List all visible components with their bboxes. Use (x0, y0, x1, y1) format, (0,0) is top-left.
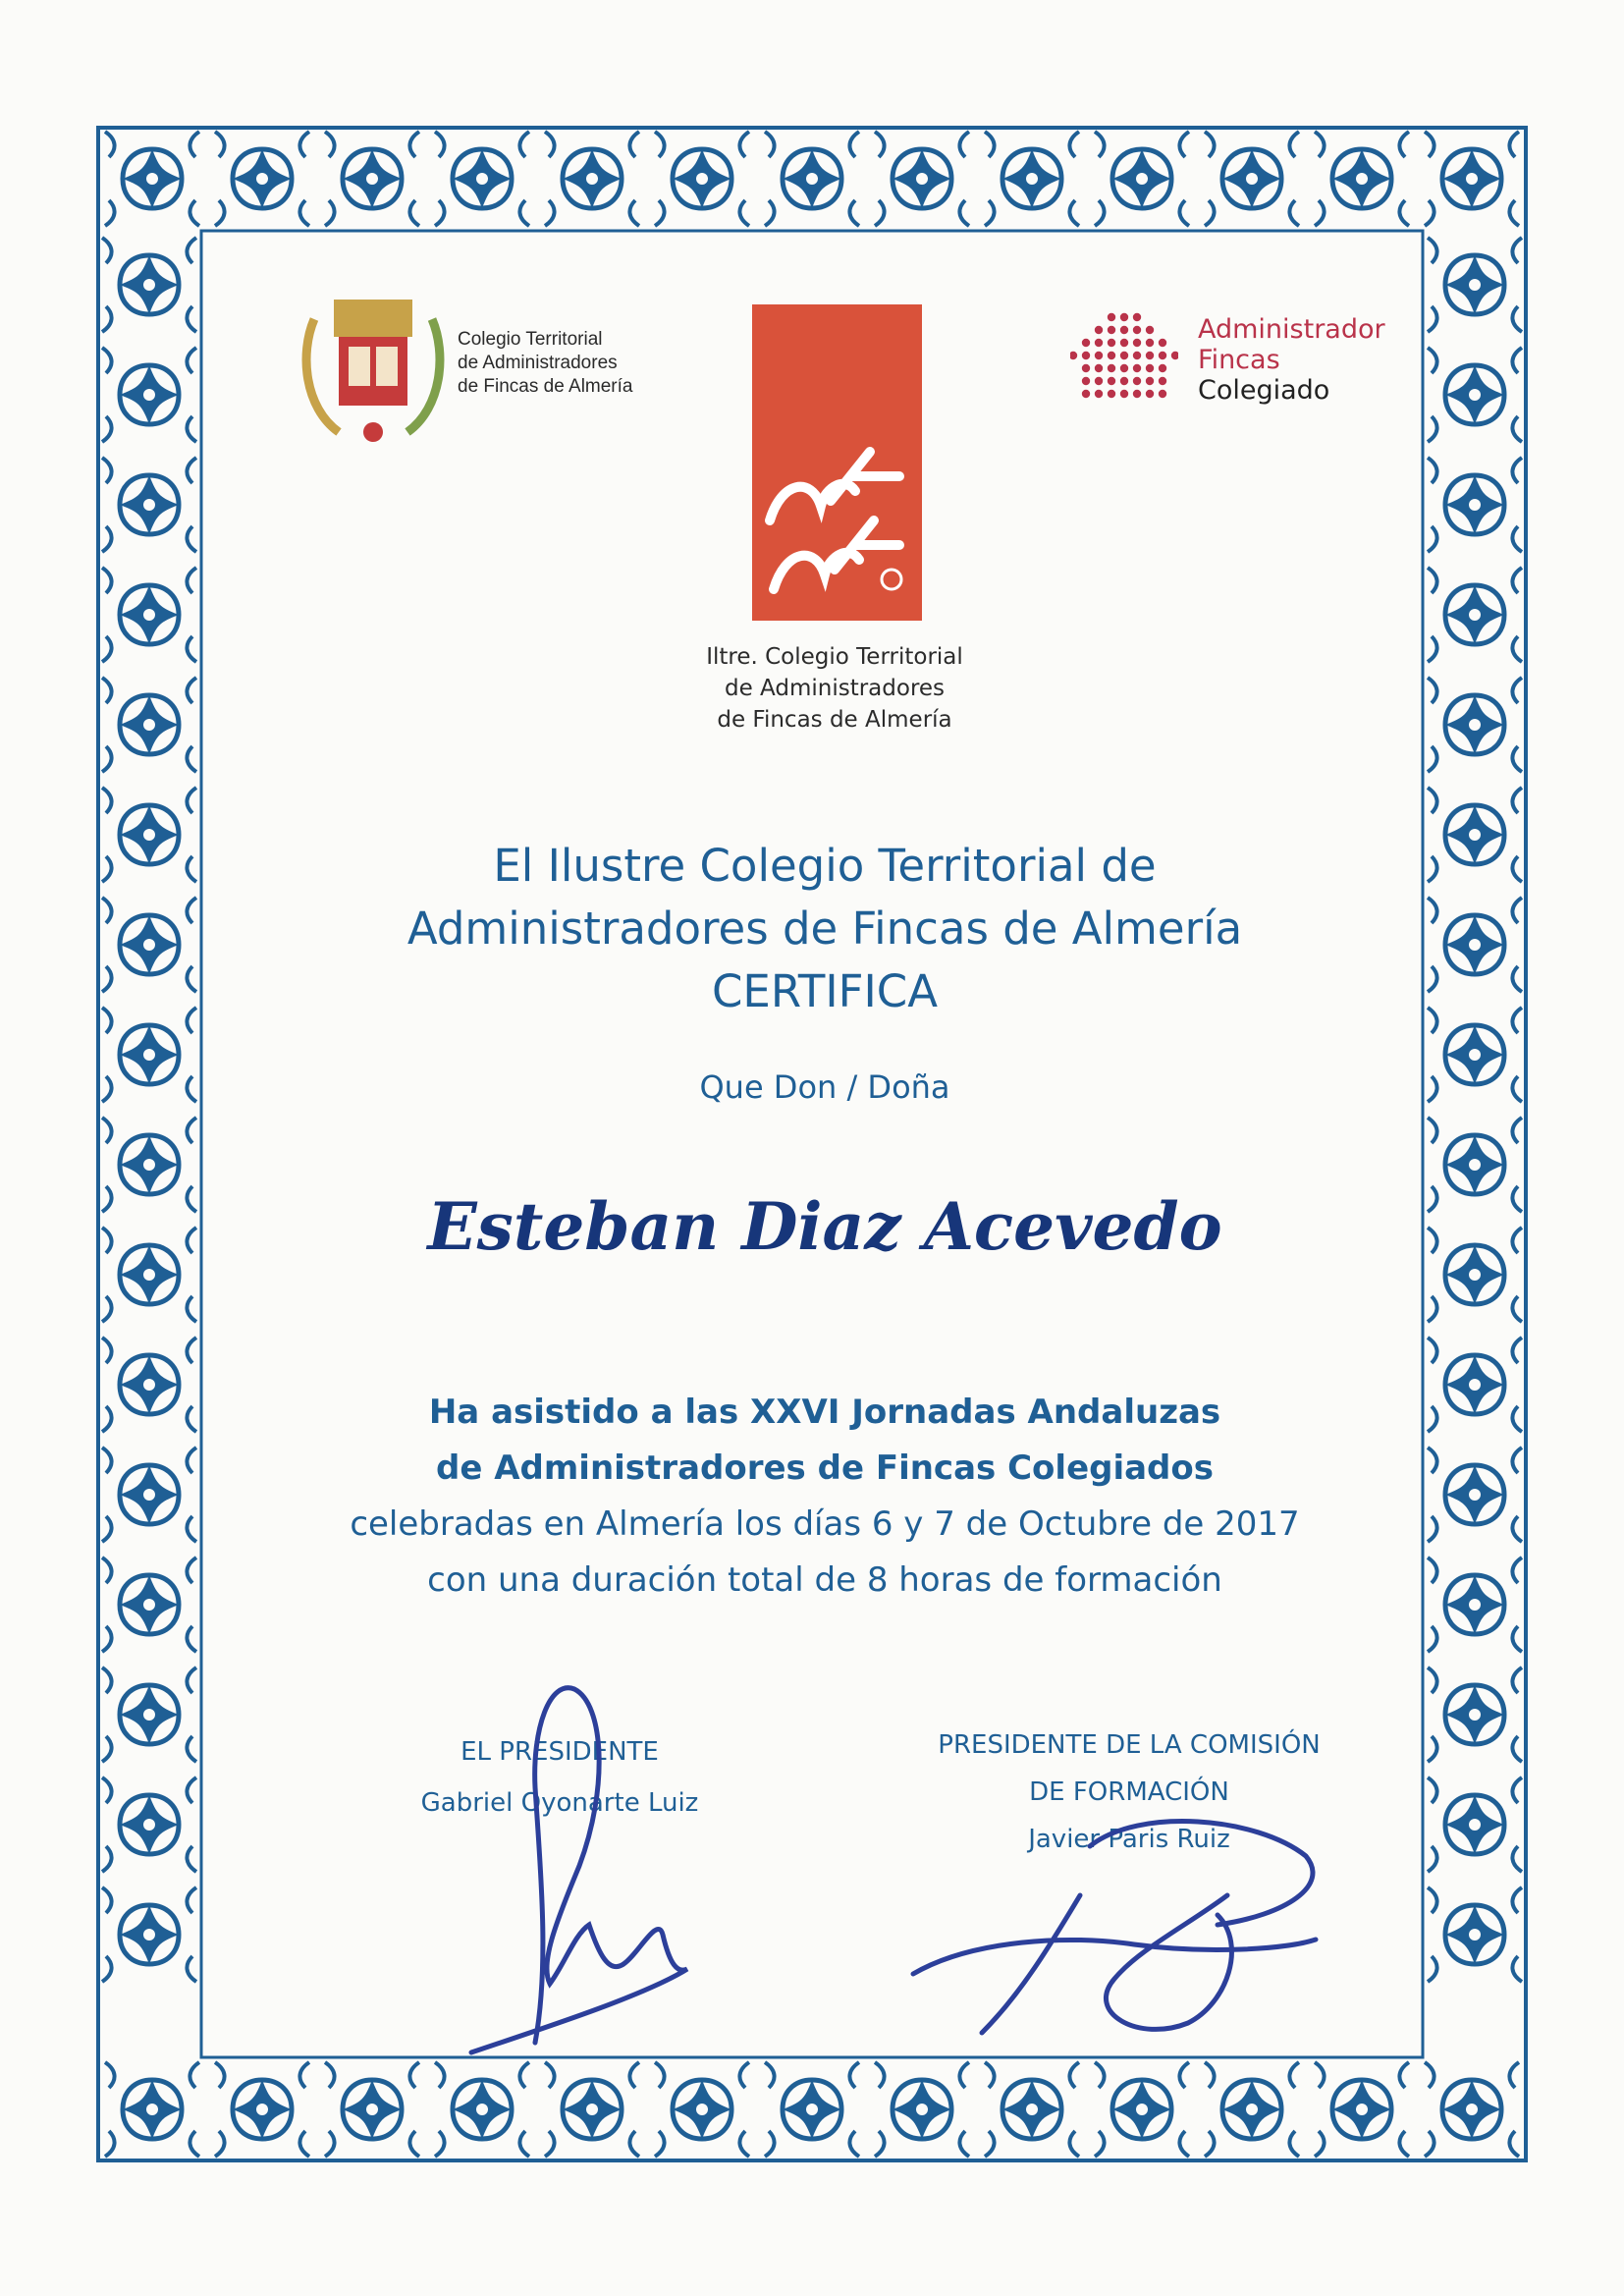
border-ornament-icon (102, 1338, 196, 1432)
border-ornament-icon (105, 2062, 199, 2157)
afc-dot (1120, 339, 1128, 347)
border-ornament-icon (985, 132, 1079, 226)
border-ornament-icon (102, 1777, 196, 1872)
afc-dot (1108, 313, 1115, 321)
border-ornament-icon (765, 2062, 859, 2157)
afc-dot (1133, 339, 1141, 347)
border-ornament-icon (1428, 788, 1522, 882)
afc-dot (1120, 364, 1128, 372)
heading-certifica: CERTIFICA (712, 965, 938, 1017)
border-ornament-icon (1425, 2062, 1519, 2157)
border-ornament-icon (102, 568, 196, 662)
border-ornament-icon (1428, 1777, 1522, 1872)
recipient-name: Esteban Diaz Acevedo (427, 1188, 1222, 1265)
afc-dot (1133, 377, 1141, 385)
afc-dot (1159, 364, 1166, 372)
border-ornament-icon (325, 2062, 419, 2157)
signature-title: DE FORMACIÓN (1029, 1777, 1229, 1807)
afc-dot (1159, 377, 1166, 385)
afc-dot (1120, 352, 1128, 359)
border-ornament-icon (1428, 1118, 1522, 1212)
afc-dot (1146, 364, 1154, 372)
certificate-body (245, 1385, 1404, 1609)
afc-dot (1133, 352, 1141, 359)
afc-dot (1120, 313, 1128, 321)
signature-block-president (334, 1726, 785, 1829)
border-ornament-icon (875, 2062, 969, 2157)
afc-logo-text (1198, 314, 1385, 406)
border-ornament-icon (1428, 678, 1522, 772)
border-ornament-icon (102, 1008, 196, 1102)
afc-dot (1133, 390, 1141, 398)
colegio-logo-line: de Administradores (458, 353, 618, 373)
border-ornament-icon (435, 132, 529, 226)
border-ornament-icon (325, 132, 419, 226)
afc-dot (1082, 339, 1090, 347)
border-ornament-icon (102, 678, 196, 772)
border-ornament-icon (435, 2062, 529, 2157)
signature-block-commission (874, 1722, 1384, 1863)
colegio-logo-line: de Fincas de Almería (458, 376, 633, 397)
afc-dot (1159, 339, 1166, 347)
signature-title: EL PRESIDENTE (460, 1737, 659, 1767)
border-ornament-icon (1428, 1448, 1522, 1542)
body-line: de Administradores de Fincas Colegiados (435, 1449, 1214, 1488)
border-ornament-icon (1428, 458, 1522, 552)
afc-dot (1108, 339, 1115, 347)
border-ornament-icon (1428, 1338, 1522, 1432)
border-ornament-icon (102, 238, 196, 332)
border-ornament-icon (765, 132, 859, 226)
border-ornament-icon (102, 458, 196, 552)
afc-dot (1082, 377, 1090, 385)
border-ornament-icon (875, 132, 969, 226)
border-ornament-icon (102, 348, 196, 442)
afc-dot (1146, 352, 1154, 359)
border-ornament-icon (655, 132, 749, 226)
afc-dot (1171, 352, 1178, 359)
border-ornament-icon (1428, 1228, 1522, 1322)
afc-dot (1146, 339, 1154, 347)
border-ornament-icon (215, 132, 309, 226)
afc-logo-line: Administrador (1198, 314, 1385, 345)
border-ornament-icon (102, 1228, 196, 1322)
afc-dot (1082, 364, 1090, 372)
afaf-monogram-icon (752, 304, 922, 621)
border-ornament-icon (102, 1558, 196, 1652)
afc-dot (1146, 377, 1154, 385)
afc-dot (1133, 364, 1141, 372)
afc-dot (1095, 352, 1103, 359)
border-ornament-icon (1428, 1008, 1522, 1102)
afc-dot (1108, 390, 1115, 398)
afc-dot (1070, 352, 1077, 359)
border-ornament-icon (655, 2062, 749, 2157)
afc-dot (1108, 364, 1115, 372)
border-ornament-icon (102, 788, 196, 882)
colegio-logo-line: Colegio Territorial (458, 329, 603, 350)
que-don-label: Que Don / Doña (699, 1068, 950, 1106)
border-ornament-icon (1428, 1558, 1522, 1652)
border-ornament-icon (1095, 2062, 1189, 2157)
signature-title: PRESIDENTE DE LA COMISIÓN (938, 1730, 1321, 1760)
border-ornament-icon (1428, 348, 1522, 442)
afc-dot (1133, 326, 1141, 334)
afaf-caption-line: de Fincas de Almería (717, 707, 952, 733)
border-ornament-icon (1428, 1667, 1522, 1762)
afc-dot (1082, 390, 1090, 398)
afc-dot (1095, 326, 1103, 334)
border-ornament-icon (1315, 2062, 1409, 2157)
border-ornament-icon (102, 898, 196, 992)
afc-dots-icon (1070, 309, 1178, 408)
border-ornament-icon (545, 132, 639, 226)
afc-dot (1133, 313, 1141, 321)
afc-dot (1120, 390, 1128, 398)
heading-line: Administradores de Fincas de Almería (406, 902, 1243, 955)
afc-dot (1120, 326, 1128, 334)
signature-name: Javier Paris Ruiz (1028, 1825, 1230, 1854)
body-line: con una duración total de 8 horas de formación (427, 1560, 1222, 1600)
afc-dot (1095, 339, 1103, 347)
afc-dot (1146, 390, 1154, 398)
afc-dot (1159, 390, 1166, 398)
border-ornament-icon (545, 2062, 639, 2157)
afc-dot (1108, 352, 1115, 359)
border-ornament-icon (1428, 238, 1522, 332)
afc-dot (1095, 377, 1103, 385)
afaf-caption-line: de Administradores (724, 676, 946, 701)
border-ornament-icon (102, 1118, 196, 1212)
body-line: celebradas en Almería los días 6 y 7 de Octubre de 2017 (350, 1504, 1300, 1544)
border-ornament-icon (1095, 132, 1189, 226)
border-ornament-icon (102, 1448, 196, 1542)
afc-dot (1108, 326, 1115, 334)
border-ornament-icon (985, 2062, 1079, 2157)
afc-logo-line: Colegiado (1198, 375, 1330, 406)
border-ornament-icon (1428, 568, 1522, 662)
certificate-heading (295, 835, 1355, 1023)
border-ornament-icon (105, 132, 199, 226)
afaf-caption (589, 641, 1080, 736)
border-ornament-icon (1428, 898, 1522, 992)
afaf-logo (752, 304, 922, 621)
afc-dot (1159, 352, 1166, 359)
signature-name: Gabriel Oyonarte Luiz (420, 1788, 699, 1818)
afc-dot (1095, 364, 1103, 372)
border-ornament-icon (1315, 132, 1409, 226)
afaf-caption-line: Iltre. Colegio Territorial (706, 644, 963, 670)
border-ornament-icon (1425, 132, 1519, 226)
body-line: Ha asistido a las XXVI Jornadas Andaluzas (428, 1393, 1221, 1432)
border-ornament-icon (1205, 132, 1299, 226)
heading-line: El Ilustre Colegio Territorial de (493, 840, 1157, 892)
afc-dot (1146, 326, 1154, 334)
afc-dot (1108, 377, 1115, 385)
colegio-logo-text (458, 328, 632, 399)
border-ornament-icon (102, 1667, 196, 1762)
border-ornament-icon (102, 1887, 196, 1982)
border-ornament-icon (215, 2062, 309, 2157)
afc-dot (1095, 390, 1103, 398)
afc-logo-line: Fincas (1198, 345, 1280, 375)
afc-dot (1120, 377, 1128, 385)
afc-dot (1082, 352, 1090, 359)
border-ornament-icon (1205, 2062, 1299, 2157)
border-ornament-icon (1428, 1887, 1522, 1982)
